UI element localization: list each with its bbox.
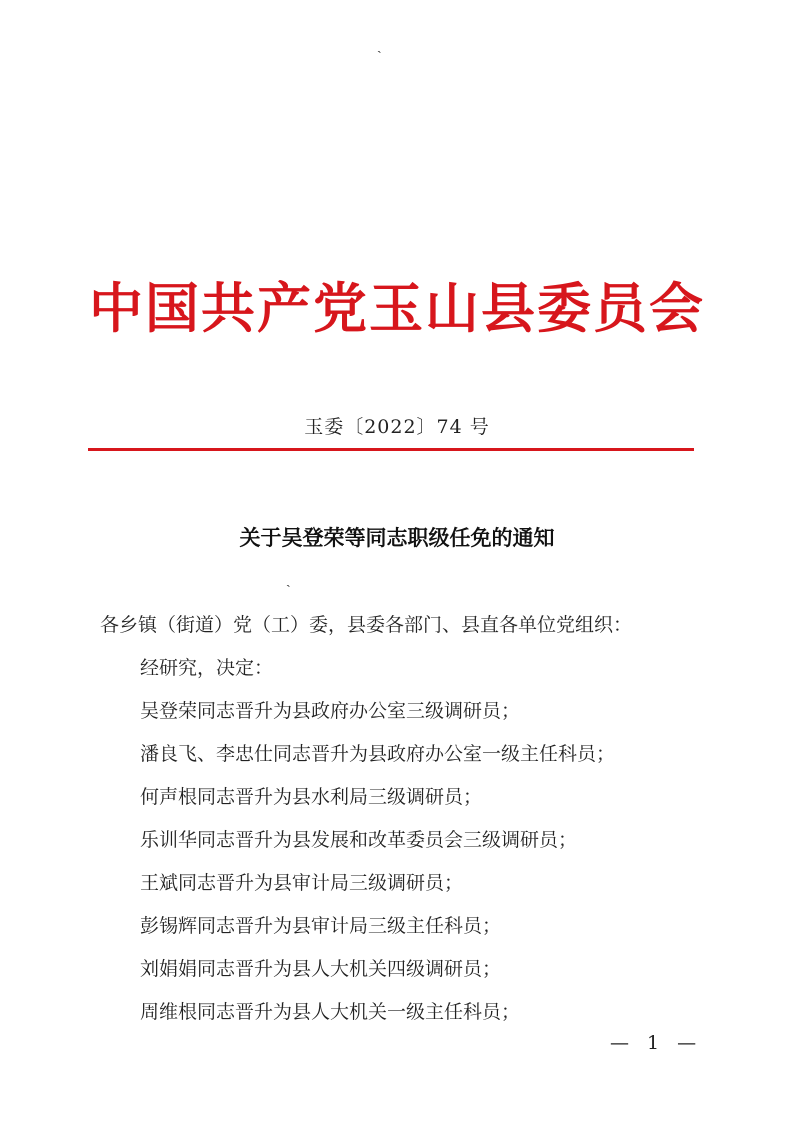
scan-speck: ˎ — [377, 38, 382, 54]
page-number: — 1 — — [610, 1032, 703, 1054]
red-separator-line — [88, 448, 694, 451]
notice-title: 关于吴登荣等同志职级任免的通知 — [239, 526, 555, 550]
appointment-item: 刘娟娟同志晋升为县人大机关四级调研员； — [140, 958, 502, 980]
appointment-item: 何声根同志晋升为县水利局三级调研员； — [140, 786, 483, 808]
appointment-item: 潘良飞、李忠仕同志晋升为县政府办公室一级主任科员； — [140, 743, 616, 765]
appointment-item: 王斌同志晋升为县审计局三级调研员； — [140, 872, 464, 894]
appointment-item: 周维根同志晋升为县人大机关一级主任科员； — [140, 1001, 521, 1023]
org-header-title: 中国共产党玉山县委员会 — [89, 276, 705, 340]
appointment-item: 彭锡辉同志晋升为县审计局三级主任科员； — [140, 915, 502, 937]
appointment-item: 吴登荣同志晋升为县政府办公室三级调研员； — [140, 700, 521, 722]
decision-intro: 经研究，决定： — [140, 657, 274, 679]
scan-speck: ˎ — [286, 572, 291, 588]
document-body — [100, 604, 720, 1034]
appointment-item: 乐训华同志晋升为县发展和改革委员会三级调研员； — [140, 829, 578, 851]
document-number: 玉委〔2022〕74 号 — [304, 416, 490, 438]
salutation: 各乡镇（街道）党（工）委，县委各部门、县直各单位党组织： — [100, 614, 633, 636]
